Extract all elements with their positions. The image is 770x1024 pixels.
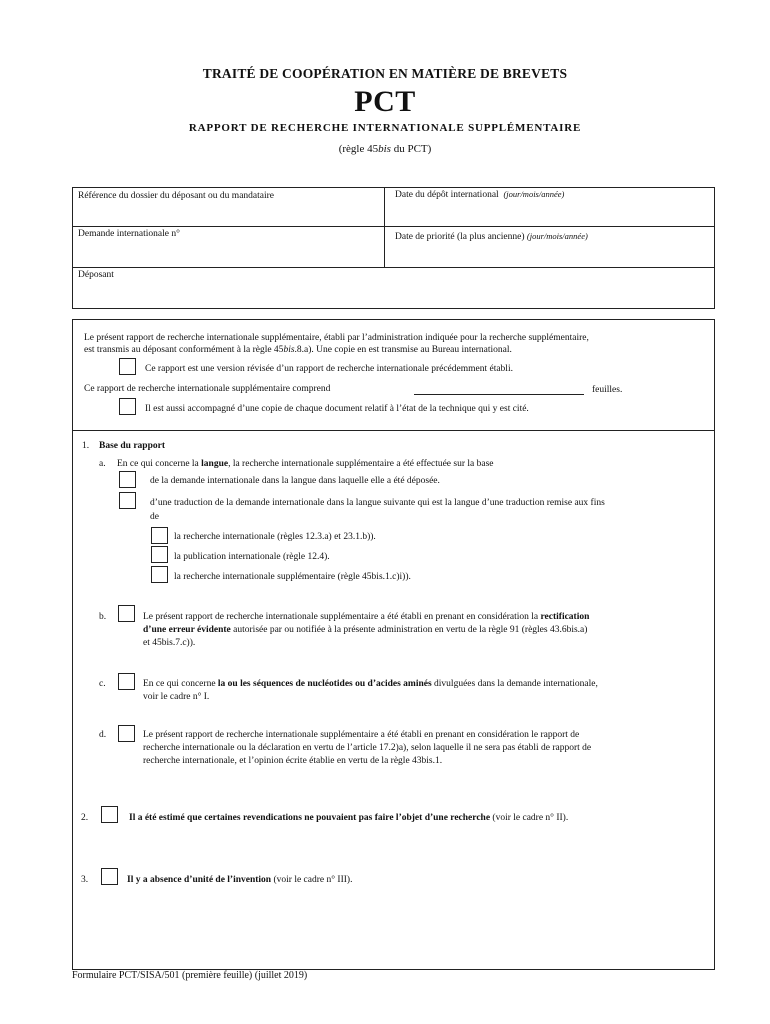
language-original-label: de la demande internationale dans la langue dans laquelle elle a été déposée.: [150, 476, 440, 486]
language-translation-label-line1: d’une traduction de la demande internationale dans la langue suivante qui est la langue d’une traduction remise aux fins: [150, 498, 605, 508]
info-divider-vertical: [384, 187, 385, 267]
intro-line2-italic: bis: [283, 345, 295, 355]
accompanied-label: Il est aussi accompagné d’une copie de chaque document relatif à l’état de la technique qui y est cité.: [145, 404, 529, 414]
section1c-line2: voir le cadre n° I.: [143, 692, 210, 702]
isr-basis-checkbox[interactable]: [118, 725, 135, 742]
section2-text: [129, 811, 568, 825]
section1a-post: , la recherche internationale supplémentaire a été effectuée sur la base: [228, 459, 494, 469]
priority-date-hint: (jour/mois/année): [526, 231, 588, 241]
rule-post: du PCT): [390, 143, 432, 155]
pct-title: PCT: [354, 85, 416, 118]
form-footer: Formulaire PCT/SISA/501 (première feuille) (juillet 2019): [72, 970, 308, 981]
priority-date-text: Date de priorité (la plus ancienne): [395, 232, 525, 242]
section2-post: (voir le cadre n° II).: [490, 813, 569, 823]
intro-line2-post: .8.a). Une copie en est transmise au Bureau international.: [294, 345, 512, 355]
intro-line1: Le présent rapport de recherche internationale supplémentaire, établi par l’administration indiquée pour la recherche supplémentaire,: [84, 333, 589, 343]
section1c-line1-post: divulguées dans la demande internationale,: [431, 679, 598, 689]
intro-line2-text: est transmis au déposant conformément à la règle 45: [84, 345, 284, 355]
section1a-pre: En ce qui concerne la: [117, 459, 202, 469]
translation-search-checkbox[interactable]: [151, 527, 168, 544]
section1b-line1: [143, 610, 589, 624]
sheets-label: feuilles.: [592, 385, 623, 395]
rule-italic: bis: [378, 143, 391, 155]
file-reference-label[interactable]: Référence du dossier du déposant ou du mandataire: [78, 191, 275, 201]
translation-search-label: la recherche internationale (règles 12.3.a) et 23.1.b)).: [174, 532, 376, 542]
section1d-line1: Le présent rapport de recherche internationale supplémentaire a été établi en prenant en considération le rapport de: [143, 730, 580, 740]
main-divider: [72, 430, 714, 431]
language-translation-label-line2: de: [150, 512, 159, 522]
section1c-label: c.: [99, 679, 106, 689]
filing-date-label[interactable]: [395, 187, 564, 202]
translation-supplementary-label: la recherche internationale supplémentaire (règle 45bis.1.c)i)).: [174, 572, 411, 582]
applicant-label[interactable]: Déposant: [78, 270, 114, 280]
section1b-line2: [143, 623, 587, 637]
section1c-line1-bold: la ou les séquences de nucléotides ou d’acides aminés: [217, 679, 432, 689]
rectification-checkbox[interactable]: [118, 605, 135, 622]
revised-checkbox[interactable]: [119, 358, 136, 375]
section1b-line1-bold: rectification: [540, 612, 590, 622]
sheets-count-field[interactable]: [414, 394, 584, 395]
info-box: [72, 187, 715, 309]
section1b-line2-post: autorisée par ou notifiée à la présente administration en vertu de la règle 91 (règles 43.6bis.a): [230, 625, 588, 635]
translation-publication-checkbox[interactable]: [151, 546, 168, 563]
section3-text: [127, 873, 352, 887]
info-divider-h2: [72, 267, 714, 268]
section1b-label: b.: [99, 612, 107, 622]
section1a-bold: langue: [201, 459, 229, 469]
section1-title: [99, 439, 165, 453]
section1a-text: [117, 457, 494, 471]
filing-date-text: Date du dépôt international: [395, 190, 499, 200]
section1c-line1-pre: En ce qui concerne: [143, 679, 218, 689]
language-translation-checkbox[interactable]: [119, 492, 136, 509]
filing-date-hint: (jour/mois/année): [503, 189, 565, 199]
accompanied-checkbox[interactable]: [119, 398, 136, 415]
priority-date-label[interactable]: [395, 229, 588, 244]
unsearchable-claims-checkbox[interactable]: [101, 806, 118, 823]
section3-post: (voir le cadre n° III).: [271, 875, 353, 885]
section1b-line1-pre: Le présent rapport de recherche internationale supplémentaire a été établi en prenant en considération la: [143, 612, 541, 622]
sequences-checkbox[interactable]: [118, 673, 135, 690]
language-original-checkbox[interactable]: [119, 471, 136, 488]
section1a-label: a.: [99, 459, 106, 469]
section3-bold: Il y a absence d’unité de l’invention: [127, 875, 272, 885]
section1-number: 1.: [82, 441, 90, 451]
translation-publication-label: la publication internationale (règle 12.4).: [174, 552, 330, 562]
section2-number: 2.: [81, 813, 89, 823]
rule-reference: [0, 143, 770, 155]
intro-line2: [84, 343, 512, 357]
section1b-line3: et 45bis.7.c)).: [143, 638, 196, 648]
translation-supplementary-checkbox[interactable]: [151, 566, 168, 583]
treaty-title: TRAITÉ DE COOPÉRATION EN MATIÈRE DE BREVETS: [202, 66, 568, 81]
report-title: RAPPORT DE RECHERCHE INTERNATIONALE SUPPLÉMENTAIRE: [188, 122, 582, 134]
section1d-line2: recherche internationale ou la déclaration en vertu de l’article 17.2)a), selon laquelle il ne sera pas établi de rapport de: [143, 743, 592, 753]
section1-title-text: Base du rapport: [99, 441, 165, 451]
section1b-line2-bold: d’une erreur évidente: [143, 625, 231, 635]
section1d-line3: recherche internationale, et l’opinion écrite établie en vertu de la règle 43bis.1.: [143, 756, 443, 766]
section1d-label: d.: [99, 730, 107, 740]
revised-label: Ce rapport est une version révisée d’un rapport de recherche internationale précédemment établi.: [145, 364, 513, 374]
lack-of-unity-checkbox[interactable]: [101, 868, 118, 885]
application-no-label[interactable]: Demande internationale n°: [78, 229, 180, 239]
comprises-label: Ce rapport de recherche internationale supplémentaire comprend: [84, 384, 331, 394]
section2-bold: Il a été estimé que certaines revendications ne pouvaient pas faire l’objet d’une recherche: [129, 813, 491, 823]
rule-pre: (règle 45: [338, 143, 379, 155]
section1c-line1: [143, 677, 598, 691]
section3-number: 3.: [81, 875, 89, 885]
